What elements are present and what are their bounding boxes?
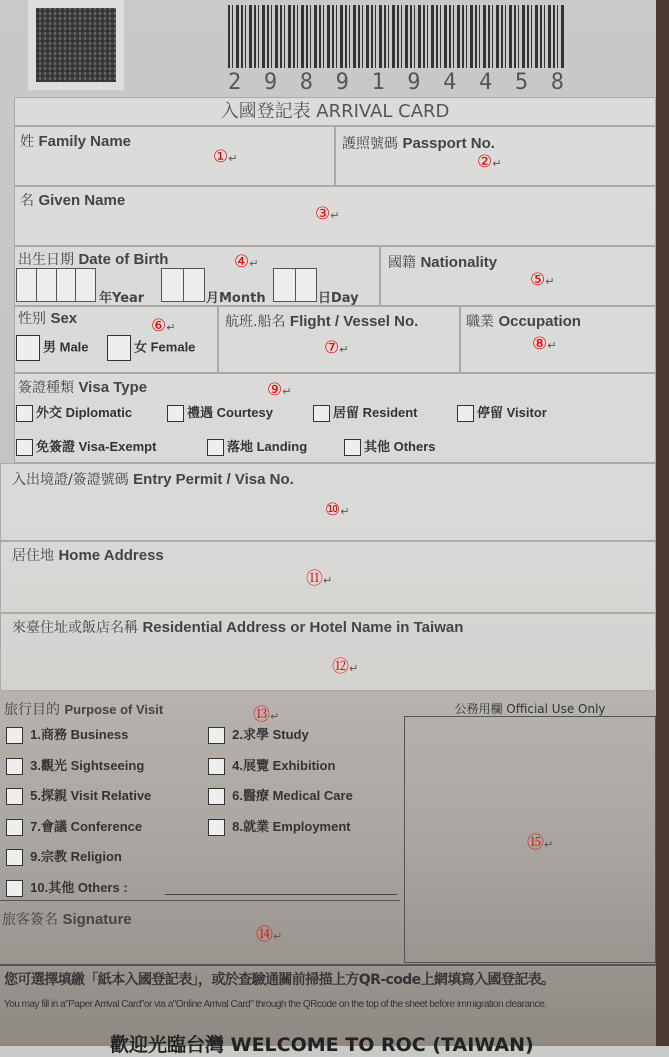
visa-resident[interactable]: 居留 Resident <box>313 402 418 422</box>
home-address-label: 居住地 Home Address <box>12 547 164 564</box>
checkbox[interactable] <box>167 405 184 422</box>
marker-4: ④ ↵ <box>234 252 258 272</box>
year-label: 年Year <box>99 291 145 306</box>
card-title: 入國登記表 ARRIVAL CARD <box>14 97 656 126</box>
qr-code[interactable] <box>28 0 124 90</box>
digit: 5 <box>514 70 529 95</box>
checkbox[interactable] <box>6 819 23 836</box>
purpose-others[interactable]: 10.其他 Others : <box>6 877 128 897</box>
digit: 4 <box>443 70 457 95</box>
marker-5: ⑤ ↵ <box>530 270 554 290</box>
footer-en: You may fill in a"Paper Arrival Card"or via a"Online Arrival Card" through the QRcode on the top of the sheet before immigration clearance. <box>4 999 547 1010</box>
given-name-label: 名 Given Name <box>20 192 126 209</box>
checkbox[interactable] <box>16 439 33 456</box>
purpose-conference[interactable]: 7.會議 Conference <box>6 816 142 836</box>
digit: 8 <box>550 70 564 95</box>
checkbox[interactable] <box>208 758 225 775</box>
purpose-sightseeing[interactable]: 3.觀光 Sightseeing <box>6 755 144 775</box>
dob-label: 出生日期 Date of Birth <box>18 251 169 268</box>
nationality-label: 國籍 Nationality <box>388 254 498 271</box>
marker-11: ⑪ ↵ <box>306 564 332 589</box>
checkbox[interactable] <box>6 880 23 897</box>
digit: 8 <box>299 70 313 95</box>
purpose-employment[interactable]: 8.就業 Employment <box>208 816 351 836</box>
visa-visitor[interactable]: 停留 Visitor <box>457 402 547 422</box>
marker-8: ⑧ ↵ <box>532 334 556 354</box>
sex-female[interactable]: 女 Female <box>107 335 195 361</box>
marker-13: ⑬ ↵ <box>253 700 279 725</box>
divider <box>0 964 656 966</box>
purpose-religion[interactable]: 9.宗教 Religion <box>6 846 122 866</box>
marker-9: ⑨ ↵ <box>267 380 291 400</box>
occupation-label: 職業 Occupation <box>466 313 581 330</box>
marker-12: ⑫ ↵ <box>332 652 358 677</box>
checkbox[interactable] <box>208 727 225 744</box>
purpose-exhibition[interactable]: 4.展覽 Exhibition <box>208 755 335 775</box>
checkbox[interactable] <box>344 439 361 456</box>
flight-label: 航班.船名 Flight / Vessel No. <box>225 313 419 330</box>
residential-address-label: 來臺住址或飯店名稱 Residential Address or Hotel Name in Taiwan <box>12 619 464 636</box>
digit: 4 <box>479 70 493 95</box>
purpose-business[interactable]: 1.商務 Business <box>6 724 128 744</box>
visa-courtesy[interactable]: 禮遇 Courtesy <box>167 402 273 422</box>
visa-others[interactable]: 其他 Others <box>344 436 436 456</box>
digit: 2 <box>228 70 242 95</box>
purpose-label: 旅行目的 Purpose of Visit <box>4 702 164 718</box>
divider <box>0 900 400 901</box>
passport-label: 護照號碼 Passport No. <box>342 135 495 152</box>
welcome-text: 歡迎光臨台灣 WELCOME TO ROC (TAIWAN) <box>110 1034 534 1056</box>
family-name-label: 姓 Family Name <box>20 133 131 150</box>
marker-1: ① ↵ <box>213 147 237 167</box>
purpose-study[interactable]: 2.求學 Study <box>208 724 309 744</box>
marker-3: ③ ↵ <box>315 204 339 224</box>
checkbox[interactable] <box>6 788 23 805</box>
footer-zh: 您可選擇填繳「紙本入國登記表」，或於查驗通關前掃描上方QR-code上網填寫入國登記表。 <box>4 972 555 988</box>
digit: 9 <box>407 70 421 95</box>
marker-6: ⑥ ↵ <box>151 316 175 336</box>
checkbox[interactable] <box>457 405 474 422</box>
barcode <box>228 5 564 68</box>
month-label: 月Month <box>206 291 266 306</box>
signature-field[interactable] <box>0 923 400 963</box>
purpose-medical-care[interactable]: 6.醫療 Medical Care <box>208 785 353 805</box>
day-label: 日Day <box>318 291 359 306</box>
checkbox[interactable] <box>208 788 225 805</box>
checkbox[interactable] <box>107 335 131 361</box>
day-input[interactable] <box>273 268 317 302</box>
year-input[interactable] <box>16 268 96 302</box>
entry-permit-label: 入出境證/簽證號碼 Entry Permit / Visa No. <box>12 471 294 488</box>
checkbox[interactable] <box>6 758 23 775</box>
marker-15: ⑮ ↵ <box>527 828 553 853</box>
visa-landing[interactable]: 落地 Landing <box>207 436 307 456</box>
checkbox[interactable] <box>16 405 33 422</box>
card-edge <box>656 0 669 1046</box>
checkbox[interactable] <box>208 819 225 836</box>
sex-label: 性別 Sex <box>18 310 78 327</box>
marker-10: ⑩ ↵ <box>325 500 349 520</box>
checkbox[interactable] <box>6 727 23 744</box>
signature-label: 旅客簽名 Signature <box>2 911 132 928</box>
marker-14: ⑭ ↵ <box>256 920 282 945</box>
digit: 9 <box>263 70 278 95</box>
digit: 9 <box>335 70 349 95</box>
official-use-label: 公務用欄 Official Use Only <box>454 702 606 716</box>
purpose-visit-relative[interactable]: 5.探親 Visit Relative <box>6 785 151 805</box>
others-input-line[interactable] <box>165 894 397 895</box>
marker-2: ② ↵ <box>477 152 501 172</box>
month-input[interactable] <box>161 268 205 302</box>
digit: 1 <box>371 70 385 95</box>
visa-exempt[interactable]: 免簽證 Visa-Exempt <box>16 436 156 456</box>
checkbox[interactable] <box>6 849 23 866</box>
checkbox[interactable] <box>313 405 330 422</box>
barcode-number <box>228 70 564 95</box>
checkbox[interactable] <box>16 335 40 361</box>
sex-male[interactable]: 男 Male <box>16 335 89 361</box>
checkbox[interactable] <box>207 439 224 456</box>
visa-type-label: 簽證種類 Visa Type <box>18 379 148 396</box>
visa-diplomatic[interactable]: 外交 Diplomatic <box>16 402 132 422</box>
marker-7: ⑦ ↵ <box>324 338 348 358</box>
